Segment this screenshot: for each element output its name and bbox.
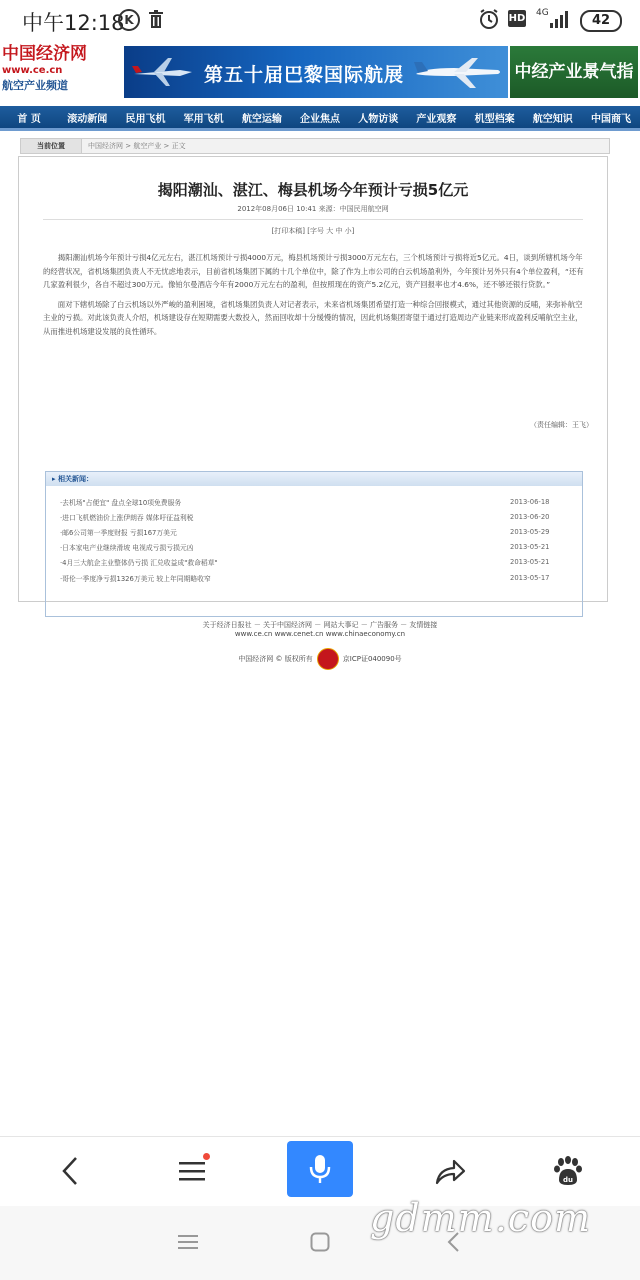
home-icon[interactable] <box>310 1232 330 1252</box>
airliner-icon <box>414 52 504 92</box>
icp-text[interactable]: 京ICP证040090号 <box>342 655 402 663</box>
k-app-icon: K <box>118 9 140 31</box>
site-banner <box>0 44 640 100</box>
related-date: 2013-06-20 <box>510 512 550 521</box>
related-date: 2013-05-17 <box>510 573 550 582</box>
clock: 中午12:18 <box>22 11 125 35</box>
menu-icon <box>178 1159 206 1183</box>
divider <box>43 219 583 220</box>
list-item[interactable] <box>60 570 570 585</box>
baidu-paw-icon <box>553 1156 583 1186</box>
related-heading: ▸ 相关新闻： <box>46 472 582 486</box>
nav-enterprise[interactable]: 企业焦点 <box>300 113 341 125</box>
article-tools[interactable]: [打印本稿] [字号 大 中 小] <box>271 227 355 235</box>
related-title[interactable]: ·邮6公司第一季度财报 亏损167万美元 <box>60 528 177 537</box>
menu-button[interactable] <box>160 1143 224 1199</box>
article-editor: （责任编辑：王飞） <box>530 421 593 429</box>
related-date: 2013-05-21 <box>510 558 550 567</box>
related-list <box>46 486 582 585</box>
breadcrumb-label: 当前位置 <box>21 139 82 153</box>
nav-air-transport[interactable]: 航空运输 <box>241 113 282 125</box>
article-meta: 2012年08月06日 10:41 来源：中国民用航空网 <box>237 205 389 213</box>
list-item[interactable] <box>60 524 570 539</box>
related-title[interactable]: ·进口飞机燃油价上涨伊朗吞 媒体吁征益利税 <box>60 513 194 522</box>
status-bar <box>0 0 640 40</box>
jet-icon <box>130 54 196 90</box>
related-title[interactable]: ·4月三大航企主业整体仍亏损 汇兑收益成"救命稻草" <box>60 559 218 568</box>
article-title: 揭阳潮汕、湛江、梅县机场今年预计亏损5亿元 <box>157 181 469 199</box>
voice-search-button[interactable] <box>287 1141 353 1197</box>
nav-aircraft-archive[interactable]: 机型档案 <box>474 113 515 125</box>
related-title[interactable]: ·哥伦一季度净亏损1326万美元 较上年同期略收窄 <box>60 574 211 583</box>
footer-links[interactable]: 关于经济日报社 － 关于中国经济网 － 网站大事记 － 广告服务 － 友情链接 <box>202 621 438 629</box>
list-item[interactable] <box>60 494 570 509</box>
related-heading-label: 相关新闻： <box>57 475 93 483</box>
watermark: gdmm.com <box>370 1196 591 1240</box>
network-type: 4G <box>536 8 549 18</box>
index-ad-banner[interactable]: 中经产业景气指 <box>510 46 638 98</box>
nav-military-aircraft[interactable]: 军用飞机 <box>183 113 224 125</box>
browser-toolbar <box>0 1136 640 1203</box>
related-title[interactable]: ·日本家电产业继续滑坡 电视成亏损亏损元凶 <box>60 544 194 553</box>
battery-icon: 42 <box>580 10 622 32</box>
site-logo[interactable] <box>2 44 122 100</box>
list-item[interactable] <box>60 509 570 524</box>
related-title[interactable]: ·去机场"占便宜" 盘点全球10项免费服务 <box>60 498 182 507</box>
police-emblem-icon[interactable] <box>317 648 339 670</box>
logo-channel: 航空产业频道 <box>2 79 68 92</box>
nav-aviation-knowledge[interactable]: 航空知识 <box>532 113 573 125</box>
footer-sites[interactable]: www.ce.cn www.cenet.cn www.chinaeconomy.cn <box>234 630 406 638</box>
nav-industry[interactable]: 产业观察 <box>416 113 457 125</box>
logo-url: www.ce.cn <box>2 65 63 76</box>
back-button[interactable] <box>38 1143 102 1199</box>
nav-comac[interactable]: 中国商飞 <box>590 113 631 125</box>
related-date: 2013-05-21 <box>510 543 550 552</box>
share-icon <box>434 1157 466 1185</box>
related-date: 2013-05-29 <box>510 527 550 536</box>
alarm-icon <box>478 8 500 30</box>
nav-civil-aircraft[interactable]: 民用飞机 <box>125 113 166 125</box>
back-icon <box>60 1156 80 1186</box>
related-news <box>45 471 583 617</box>
baidu-button[interactable] <box>536 1143 600 1199</box>
hd-icon: HD <box>508 10 526 27</box>
ad-title: 第五十届巴黎国际航展 <box>204 64 405 86</box>
article-paragraph: 面对下辖机场除了白云机场以外严峻的盈利困境，省机场集团负责人对记者表示，未来省机场集团希望打造一种综合回报模式，通过其他资源的反哺，来弥补航空主业的亏损。对此该负责人介绍，机场建设存在短期需要大数投入，然而回收却十分缓慢的情况，因此机场集团寄望于通过打造周边产业链来形成盈利反哺航空主业，从而推进机场建设发展的良性循环。 <box>43 299 583 336</box>
article-paragraph: 揭阳潮汕机场今年预计亏损4亿元左右，湛江机场预计亏损4000万元，梅县机场预计亏损3000万元左右，三个机场预计亏损将近5亿元。4日，谈到所辖机场今年的经营状况，省机场集团负责人不无忧虑地表示，目前省机场集团下属的十几个单位中，除了作为上市公司的白云机场盈利外，今年预计另外只有4个单位盈利，“还有几家盈利很少，各自不超过300万元。像铂尔曼酒店今年有2000万元左右的盈利，但按照现在的资产5.2亿元，资产回报率也才4.6%，还不够还银行贷款。” <box>43 253 584 290</box>
related-date: 2013-06-18 <box>510 497 550 506</box>
airshow-ad-banner[interactable] <box>124 46 508 98</box>
main-nav <box>0 106 640 128</box>
trash-icon <box>148 9 164 29</box>
article-panel <box>18 156 608 602</box>
footer-copyright <box>0 648 640 670</box>
recents-icon[interactable] <box>178 1234 198 1250</box>
svg-text:du: du <box>563 1176 573 1184</box>
copyright-text: 中国经济网 © 版权所有 <box>238 655 313 663</box>
notification-dot <box>203 1153 210 1160</box>
share-button[interactable] <box>418 1143 482 1199</box>
signal-icon <box>548 9 572 29</box>
breadcrumb-path[interactable]: 中国经济网 > 航空产业 > 正文 <box>88 142 186 150</box>
microphone-icon <box>308 1153 332 1185</box>
nav-divider <box>0 128 640 131</box>
logo-title: 中国经济网 <box>2 44 87 64</box>
article-body <box>43 251 587 345</box>
list-item[interactable] <box>60 540 570 555</box>
breadcrumb <box>20 138 610 154</box>
list-item[interactable] <box>60 555 570 570</box>
nav-home[interactable]: 首 页 <box>17 113 41 125</box>
nav-interviews[interactable]: 人物访谈 <box>358 113 399 125</box>
nav-rolling-news[interactable]: 滚动新闻 <box>67 113 108 125</box>
